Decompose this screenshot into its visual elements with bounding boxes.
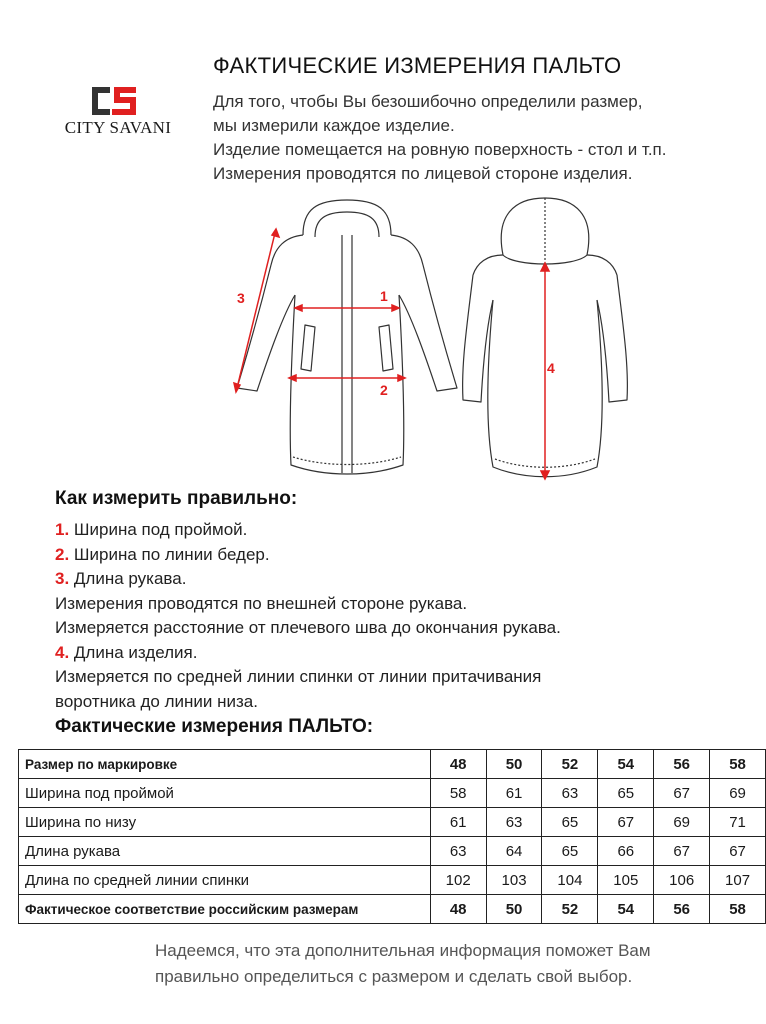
table-cell: 52 <box>542 750 598 779</box>
label-2: 2 <box>380 382 388 398</box>
instruction-line: Измерения проводятся по внешней стороне рукава. <box>55 593 468 613</box>
table-cell: 61 <box>486 779 542 808</box>
label-1: 1 <box>380 288 388 304</box>
intro-line: Изделие помещается на ровную поверхность - стол и т.п. <box>213 140 667 159</box>
instruction-line: 3. Длина рукава. <box>55 569 187 588</box>
instruction-line: 2. Ширина по линии бедер. <box>55 544 270 564</box>
coat-diagram <box>225 195 645 485</box>
intro-line: мы измерили каждое изделие. <box>213 116 455 135</box>
intro-line: Измерения проводятся по лицевой стороне изделия. <box>213 164 633 183</box>
table-cell: 64 <box>486 837 542 866</box>
table-cell: 58 <box>430 779 486 808</box>
row-label: Размер по маркировке <box>19 750 431 779</box>
table-cell: 63 <box>486 808 542 837</box>
brand-name: CITY SAVANI <box>64 118 172 137</box>
table-cell: 67 <box>654 779 710 808</box>
table-cell: 52 <box>542 895 598 924</box>
table-cell: 54 <box>598 750 654 779</box>
table-cell: 61 <box>430 808 486 837</box>
table-cell: 50 <box>486 750 542 779</box>
page-title: ФАКТИЧЕСКИЕ ИЗМЕРЕНИЯ ПАЛЬТО <box>213 53 622 78</box>
row-label: Длина по средней линии спинки <box>19 866 431 895</box>
row-label: Ширина по низу <box>19 808 431 837</box>
table-cell: 67 <box>710 837 766 866</box>
table-cell: 67 <box>598 808 654 837</box>
footer-note <box>155 938 651 990</box>
table-cell: 65 <box>598 779 654 808</box>
instruction-line: Измеряется расстояние от плечевого шва до окончания рукава. <box>55 618 561 637</box>
table-cell: 48 <box>430 750 486 779</box>
table-row <box>19 808 766 837</box>
table-row <box>19 750 766 779</box>
table-cell: 67 <box>654 837 710 866</box>
size-table <box>18 749 766 924</box>
table-cell: 107 <box>710 866 766 895</box>
table-cell: 63 <box>430 837 486 866</box>
instructions-list <box>55 518 561 714</box>
footer-line: правильно определиться с размером и сделать свой выбор. <box>155 967 633 986</box>
table-title: Фактические измерения ПАЛЬТО: <box>55 716 374 737</box>
table-cell: 50 <box>486 895 542 924</box>
table-row <box>19 837 766 866</box>
table-cell: 63 <box>542 779 598 808</box>
table-cell: 69 <box>710 779 766 808</box>
table-cell: 69 <box>654 808 710 837</box>
row-label: Ширина под проймой <box>19 779 431 808</box>
instruction-line: Измеряется по средней линии спинки от линии притачивания <box>55 667 542 686</box>
table-cell: 102 <box>430 866 486 895</box>
table-cell: 71 <box>710 808 766 837</box>
row-label: Длина рукава <box>19 837 431 866</box>
table-cell: 56 <box>654 895 710 924</box>
table-cell: 66 <box>598 837 654 866</box>
label-3: 3 <box>237 290 245 306</box>
logo-mark <box>88 84 140 118</box>
table-cell: 106 <box>654 866 710 895</box>
table-cell: 58 <box>710 895 766 924</box>
row-label: Фактическое соответствие российским размерам <box>19 895 431 924</box>
table-cell: 103 <box>486 866 542 895</box>
intro-line: Для того, чтобы Вы безошибочно определили размер, <box>213 92 643 111</box>
footer-line: Надеемся, что эта дополнительная информация поможет Вам <box>155 941 651 960</box>
table-row <box>19 895 766 924</box>
table-cell: 56 <box>654 750 710 779</box>
table-cell: 65 <box>542 808 598 837</box>
instruction-line: воротника до линии низа. <box>55 691 258 711</box>
table-row <box>19 779 766 808</box>
label-4: 4 <box>547 360 555 376</box>
table-cell: 54 <box>598 895 654 924</box>
table-row <box>19 866 766 895</box>
table-cell: 105 <box>598 866 654 895</box>
table-cell: 48 <box>430 895 486 924</box>
coat-front-illustration <box>237 200 457 474</box>
instruction-line: 4. Длина изделия. <box>55 642 198 662</box>
table-cell: 58 <box>710 750 766 779</box>
table-cell: 104 <box>542 866 598 895</box>
instructions-title: Как измерить правильно: <box>55 488 298 509</box>
table-cell: 65 <box>542 837 598 866</box>
intro-text <box>213 90 666 186</box>
instruction-line: 1. Ширина под проймой. <box>55 520 248 539</box>
